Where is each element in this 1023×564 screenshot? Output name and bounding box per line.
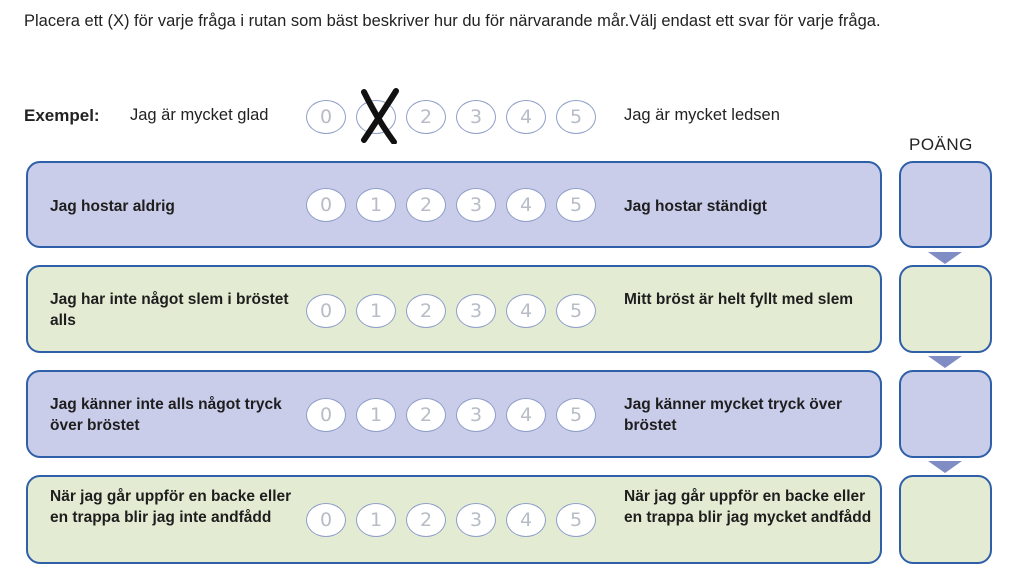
instructions-text: Placera ett (X) för varje fråga i rutan som bäst beskriver hur du för närvarande mår.Välj endast ett svar för varje fråga. bbox=[24, 12, 881, 30]
question-3-left-text: Jag känner inte alls något tryck över bröstet bbox=[50, 396, 282, 434]
q2-bubble-1[interactable]: 1 bbox=[356, 294, 396, 328]
q2-bubble-3[interactable]: 3 bbox=[456, 294, 496, 328]
score-box-1[interactable] bbox=[899, 161, 992, 248]
arrow-down-icon bbox=[928, 356, 962, 368]
example-bubble-0[interactable]: 0 bbox=[306, 100, 346, 134]
example-bubble-3[interactable]: 3 bbox=[456, 100, 496, 134]
example-scale bbox=[306, 100, 598, 136]
q1-bubble-1[interactable]: 1 bbox=[356, 188, 396, 222]
arrow-down-icon bbox=[928, 252, 962, 264]
question-1-right-text: Jag hostar ständigt bbox=[624, 198, 767, 215]
q2-bubble-2[interactable]: 2 bbox=[406, 294, 446, 328]
example-bubble-2[interactable]: 2 bbox=[406, 100, 446, 134]
q3-bubble-2[interactable]: 2 bbox=[406, 398, 446, 432]
score-box-4[interactable] bbox=[899, 475, 992, 564]
question-2-scale bbox=[306, 294, 598, 330]
q4-bubble-2[interactable]: 2 bbox=[406, 503, 446, 537]
q4-bubble-3[interactable]: 3 bbox=[456, 503, 496, 537]
q3-bubble-5[interactable]: 5 bbox=[556, 398, 596, 432]
q1-bubble-5[interactable]: 5 bbox=[556, 188, 596, 222]
score-box-2[interactable] bbox=[899, 265, 992, 353]
q3-bubble-4[interactable]: 4 bbox=[506, 398, 546, 432]
arrow-down-icon bbox=[928, 461, 962, 473]
question-4-scale bbox=[306, 503, 598, 539]
q4-bubble-4[interactable]: 4 bbox=[506, 503, 546, 537]
question-3-scale bbox=[306, 398, 598, 434]
question-4-right-text: När jag går uppför en backe eller en trappa blir jag mycket andfådd bbox=[624, 488, 872, 526]
question-2-right-text: Mitt bröst är helt fyllt med slem bbox=[624, 291, 854, 308]
q1-bubble-4[interactable]: 4 bbox=[506, 188, 546, 222]
example-bubble-1[interactable] bbox=[356, 100, 396, 134]
example-left-text: Jag är mycket glad bbox=[130, 106, 269, 124]
q4-bubble-0[interactable]: 0 bbox=[306, 503, 346, 537]
score-header: POÄNG bbox=[909, 135, 973, 154]
question-1-scale bbox=[306, 188, 598, 224]
example-bubble-4[interactable]: 4 bbox=[506, 100, 546, 134]
question-3-right-text: Jag känner mycket tryck över bröstet bbox=[624, 396, 842, 434]
q2-bubble-5[interactable]: 5 bbox=[556, 294, 596, 328]
q1-bubble-2[interactable]: 2 bbox=[406, 188, 446, 222]
question-1-left-text: Jag hostar aldrig bbox=[50, 198, 175, 215]
example-bubble-5[interactable]: 5 bbox=[556, 100, 596, 134]
q2-bubble-0[interactable]: 0 bbox=[306, 294, 346, 328]
question-4-left-text: När jag går uppför en backe eller en trappa blir jag inte andfådd bbox=[50, 488, 292, 526]
q3-bubble-1[interactable]: 1 bbox=[356, 398, 396, 432]
q2-bubble-4[interactable]: 4 bbox=[506, 294, 546, 328]
q4-bubble-5[interactable]: 5 bbox=[556, 503, 596, 537]
question-2-left-text: Jag har inte något slem i bröstet alls bbox=[50, 291, 289, 329]
example-right-text: Jag är mycket ledsen bbox=[624, 106, 780, 124]
q1-bubble-3[interactable]: 3 bbox=[456, 188, 496, 222]
q3-bubble-3[interactable]: 3 bbox=[456, 398, 496, 432]
example-label: Exempel: bbox=[24, 106, 100, 125]
score-box-3[interactable] bbox=[899, 370, 992, 458]
q4-bubble-1[interactable]: 1 bbox=[356, 503, 396, 537]
q1-bubble-0[interactable]: 0 bbox=[306, 188, 346, 222]
q3-bubble-0[interactable]: 0 bbox=[306, 398, 346, 432]
